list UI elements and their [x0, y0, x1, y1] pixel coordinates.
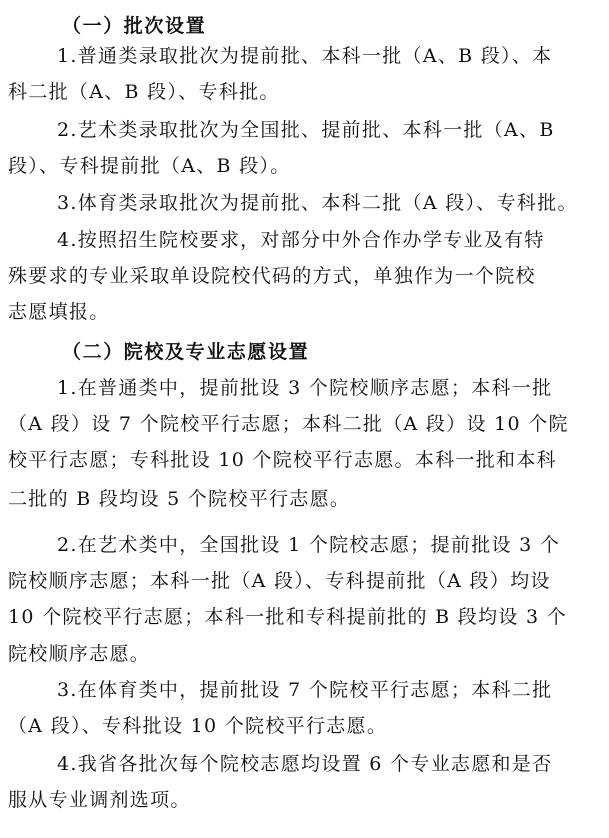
volunteer-item-2-line-4: 院校顺序志愿。	[8, 643, 151, 665]
volunteer-item-3-line-2: （A 段）、专科批设 10 个院校平行志愿。	[8, 715, 388, 737]
volunteer-item-4-line-1: 4.我省各批次每个院校志愿均设置 6 个专业志愿和是否	[57, 753, 553, 775]
section-heading-volunteer-settings: （二）院校及专业志愿设置	[62, 341, 310, 363]
batch-item-1-line-1: 1.普通类录取批次为提前批、本科一批（A、B 段）、本	[57, 45, 553, 67]
batch-item-4-line-2: 殊要求的专业采取单设院校代码的方式，单独作为一个院校	[8, 265, 536, 287]
volunteer-item-2-line-2: 院校顺序志愿；本科一批（A 段）、专科提前批（A 段）均设	[8, 570, 551, 592]
volunteer-item-1-line-1: 1.在普通类中，提前批设 3 个院校顺序志愿；本科一批	[57, 377, 553, 399]
volunteer-item-1-line-3: 校平行志愿；专科批设 10 个院校平行志愿。本科一批和本科	[8, 449, 557, 471]
volunteer-item-2-line-1: 2.在艺术类中，全国批设 1 个院校志愿；提前批设 3 个	[57, 534, 561, 556]
batch-item-1-line-2: 科二批（A、B 段）、专科批。	[8, 81, 280, 103]
volunteer-item-1-line-2: （A 段）设 7 个院校平行志愿；本科二批（A 段）设 10 个院	[8, 413, 569, 435]
batch-item-2-line-1: 2.艺术类录取批次为全国批、提前批、本科一批（A、B	[57, 119, 555, 141]
batch-item-3-line-1: 3.体育类录取批次为提前批、本科二批（A 段）、专科批。	[57, 192, 578, 214]
batch-item-4-line-3: 志愿填报。	[8, 301, 110, 323]
volunteer-item-3-line-1: 3.在体育类中，提前批设 7 个院校平行志愿；本科二批	[57, 679, 553, 701]
batch-item-2-line-2: 段）、专科提前批（A、B 段）。	[8, 155, 291, 177]
batch-item-4-line-1: 4.按照招生院校要求，对部分中外合作办学专业及有特	[57, 229, 545, 251]
volunteer-item-1-line-4: 二批的 B 段均设 5 个院校平行志愿。	[8, 488, 351, 510]
section-heading-batch-settings: （一）批次设置	[62, 15, 207, 37]
volunteer-item-4-line-2: 服从专业调剂选项。	[8, 789, 191, 811]
volunteer-item-2-line-3: 10 个院校平行志愿；本科一批和专科提前批的 B 段均设 3 个	[8, 606, 568, 628]
